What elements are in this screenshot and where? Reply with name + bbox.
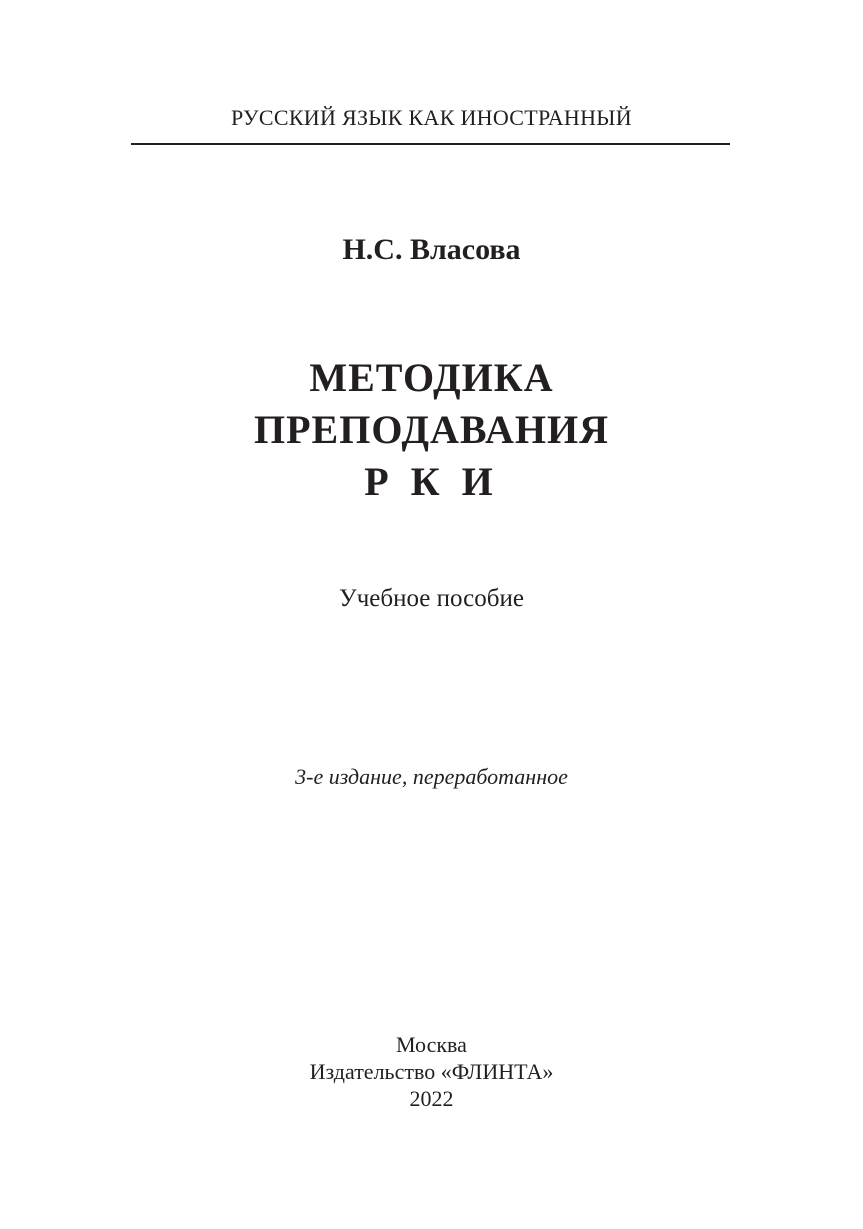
book-title-line: МЕТОДИКА	[309, 355, 554, 400]
edition-note: 3-е издание, переработанное	[295, 764, 568, 789]
book-title-line: ПРЕПОДАВАНИЯ	[253, 407, 610, 452]
imprint	[0, 1031, 863, 1112]
book-subtitle: Учебное пособие	[339, 585, 524, 612]
book-title-line: Р К И	[364, 459, 499, 504]
header-rule	[131, 143, 730, 145]
author-name: Н.С. Власова	[342, 233, 521, 266]
book-title	[0, 352, 863, 508]
imprint-year: 2022	[409, 1086, 454, 1111]
imprint-city: Москва	[396, 1032, 467, 1057]
series-heading: РУССКИЙ ЯЗЫК КАК ИНОСТРАННЫЙ	[231, 105, 632, 130]
imprint-publisher: Издательство «ФЛИНТА»	[309, 1059, 554, 1084]
